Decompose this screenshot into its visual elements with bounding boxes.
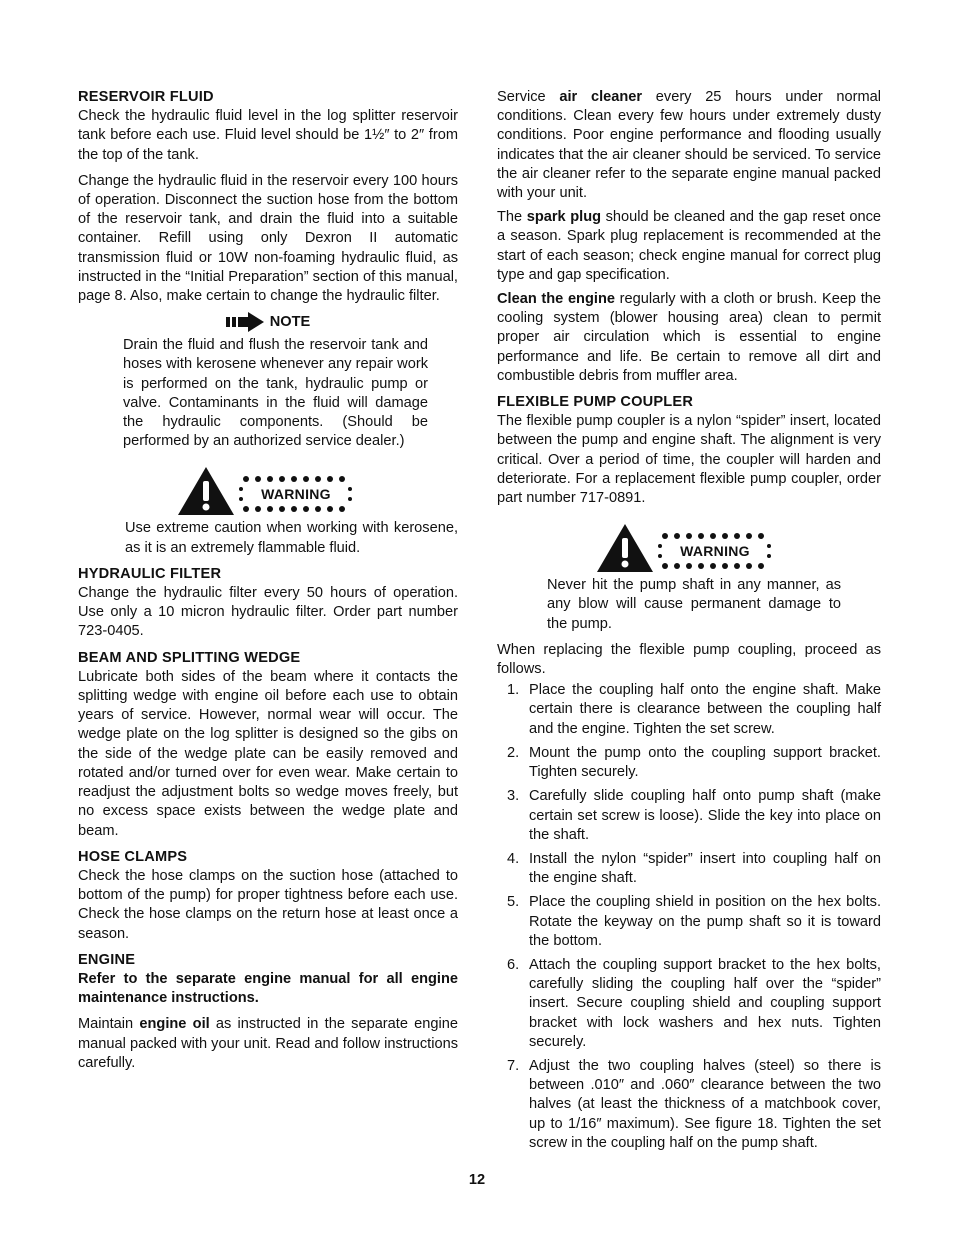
warning-label-right: WARNING: [680, 543, 750, 560]
note-label: NOTE: [269, 313, 311, 330]
list-item: 4. Install the nylon “spider” insert into coupling half on the engine shaft.: [507, 850, 881, 887]
clean-engine-text: Clean the engine regularly with a cloth or brush. Keep the cooling system (blower housing area) clean to permit proper air circulation which is essential to engine performance and life. Be certain to remove all dirt and combustible debris from muffler area.: [497, 291, 881, 384]
warning-body: Use extreme caution when working with kerosene, as it is an extremely flammable fluid.: [125, 520, 458, 556]
engine-oil-text: Maintain engine oil as instructed in the separate engine manual packed with your unit. Read and follow instructions carefully.: [78, 1016, 459, 1071]
left-column: [78, 88, 458, 1073]
warning-label-box-right: [657, 528, 773, 572]
hose-clamps-text: Check the hose clamps on the suction hose (attached to bottom of the pump) for proper tightness before each use. Check the hose clamps on the return hose at least once a season.: [78, 867, 458, 942]
engine-manual-instruction: Refer to the separate engine manual for all engine maintenance instructions.: [78, 970, 458, 1007]
hose-clamps-heading: HOSE CLAMPS: [78, 848, 188, 865]
hydraulic-filter-text: Change the hydraulic filter every 50 hours of operation. Use only a 10 micron hydraulic filter. Order part number 723-0405.: [78, 585, 458, 640]
warning-body-right: Never hit the pump shaft in any manner, as any blow will cause permanent damage to the pump.: [547, 577, 841, 632]
air-cleaner-text: Service air cleaner every 25 hours under normal conditions. Clean every few hours under extremely dusty conditions. Poor engine performance and flooding usually indicates that the air cleaner should be serviced. To service the air cleaner refer to the separate engine manual packed with your unit.: [497, 89, 882, 202]
warning-triangle-icon: [595, 522, 655, 574]
warning-header: [176, 465, 458, 517]
list-item: 7. Adjust the two coupling halves (steel) so there is between .010″ and .060″ clearance between the two halves (at least the thickness of a matchbook cover, up to 1/16″ maximum). See figure 18. Tighten the set screw in the coupling half on the pump shaft.: [507, 1057, 881, 1151]
reservoir-fluid-heading: RESERVOIR FLUID: [78, 89, 214, 105]
hydraulic-filter-heading: HYDRAULIC FILTER: [78, 565, 222, 582]
spark-plug-bold: spark plug: [526, 209, 602, 226]
list-item: 5. Place the coupling shield in position on the hex bolts. Rotate the keyway on the pump shaft so it is toward the bottom.: [507, 894, 881, 949]
beam-wedge-text: Lubricate both sides of the beam where it contacts the splitting wedge with engine oil before each use to obtain years of service. However, normal wear will occur. The wedge plate on the log splitter is designed so the gibs on the side of the wedge plate can be easily removed and rotated and/or turned over for even wear. Make certain to readjust the adjustment bolts so wedge moves freely, but no excess space exists between the wedge plate and beam.: [78, 668, 458, 839]
beam-wedge-heading: BEAM AND SPLITTING WEDGE: [78, 649, 301, 666]
reservoir-fluid-text-1: Check the hydraulic fluid level in the log splitter reservoir tank before each use. Fluid level should be 1½″ to 2″ from the top of the tank.: [78, 108, 458, 163]
arrow-right-icon: [226, 312, 266, 332]
list-item: 6. Attach the coupling support bracket to the hex bolts, carefully sliding the coupling half over the “spider” insert. Secure coupling shield and coupling support bracket with lock washers and hex nuts. Tighten securely.: [507, 956, 881, 1050]
reservoir-fluid-text-2: Change the hydraulic fluid in the reservoir every 100 hours of operation. Disconnect the suction hose from the bottom of the reservoir tank, and drain the fluid into a suitable container. Refill using only Dexron II automatic transmission fluid or 10W non-foaming hydraulic fluid, as instructed in the “Initial Preparation” section of this manual, page 8. Also, make certain to change the hydraulic filter.: [78, 172, 458, 305]
warning-triangle-icon: [176, 465, 236, 517]
list-item: 2. Mount the pump onto the coupling support bracket. Tighten securely.: [507, 744, 881, 781]
spark-plug-text: The spark plug should be cleaned and the gap reset once a season. Spark plug replacement is recommended at the start of each season; check engine manual for correct plug type and gap specification.: [497, 209, 882, 283]
note-header: [78, 312, 458, 332]
coupling-steps-list: [497, 681, 881, 1153]
note-body: Drain the fluid and flush the reservoir tank and hoses with kerosene whenever any repair work is performed on the tank, hydraulic pump or valve. Contaminants in the fluid will damage the hydraulic components. (Should be performed by an authorized service dealer.): [123, 337, 428, 450]
list-item: 3. Carefully slide coupling half onto pump shaft (make certain set screw is loose). Slide the key into place on the shaft.: [507, 788, 881, 843]
clean-engine-bold: Clean the engine: [497, 291, 615, 308]
warning-label-box: [238, 471, 354, 515]
warning-header-right: [595, 522, 881, 574]
page-number: 12: [468, 1172, 486, 1188]
list-item: 1. Place the coupling half onto the engine shaft. Make certain there is clearance between the coupling half and the engine. Tighten the set screw.: [507, 682, 881, 737]
coupling-intro-text: When replacing the flexible pump coupling, proceed as follows.: [497, 641, 881, 678]
engine-oil-bold: engine oil: [139, 1016, 210, 1033]
right-column: [497, 88, 881, 1158]
flexible-pump-coupler-text: The flexible pump coupler is a nylon “spider” insert, located between the pump and engine shaft. The alignment is very critical. Over a period of time, the coupler will harden and deteriorate. For a replacement flexible pump coupler, order part number 717-0891.: [497, 413, 881, 507]
engine-heading: ENGINE: [78, 951, 136, 968]
air-cleaner-bold: air cleaner: [559, 89, 643, 105]
warning-label: WARNING: [261, 486, 331, 503]
flexible-pump-coupler-heading: FLEXIBLE PUMP COUPLER: [497, 394, 694, 411]
